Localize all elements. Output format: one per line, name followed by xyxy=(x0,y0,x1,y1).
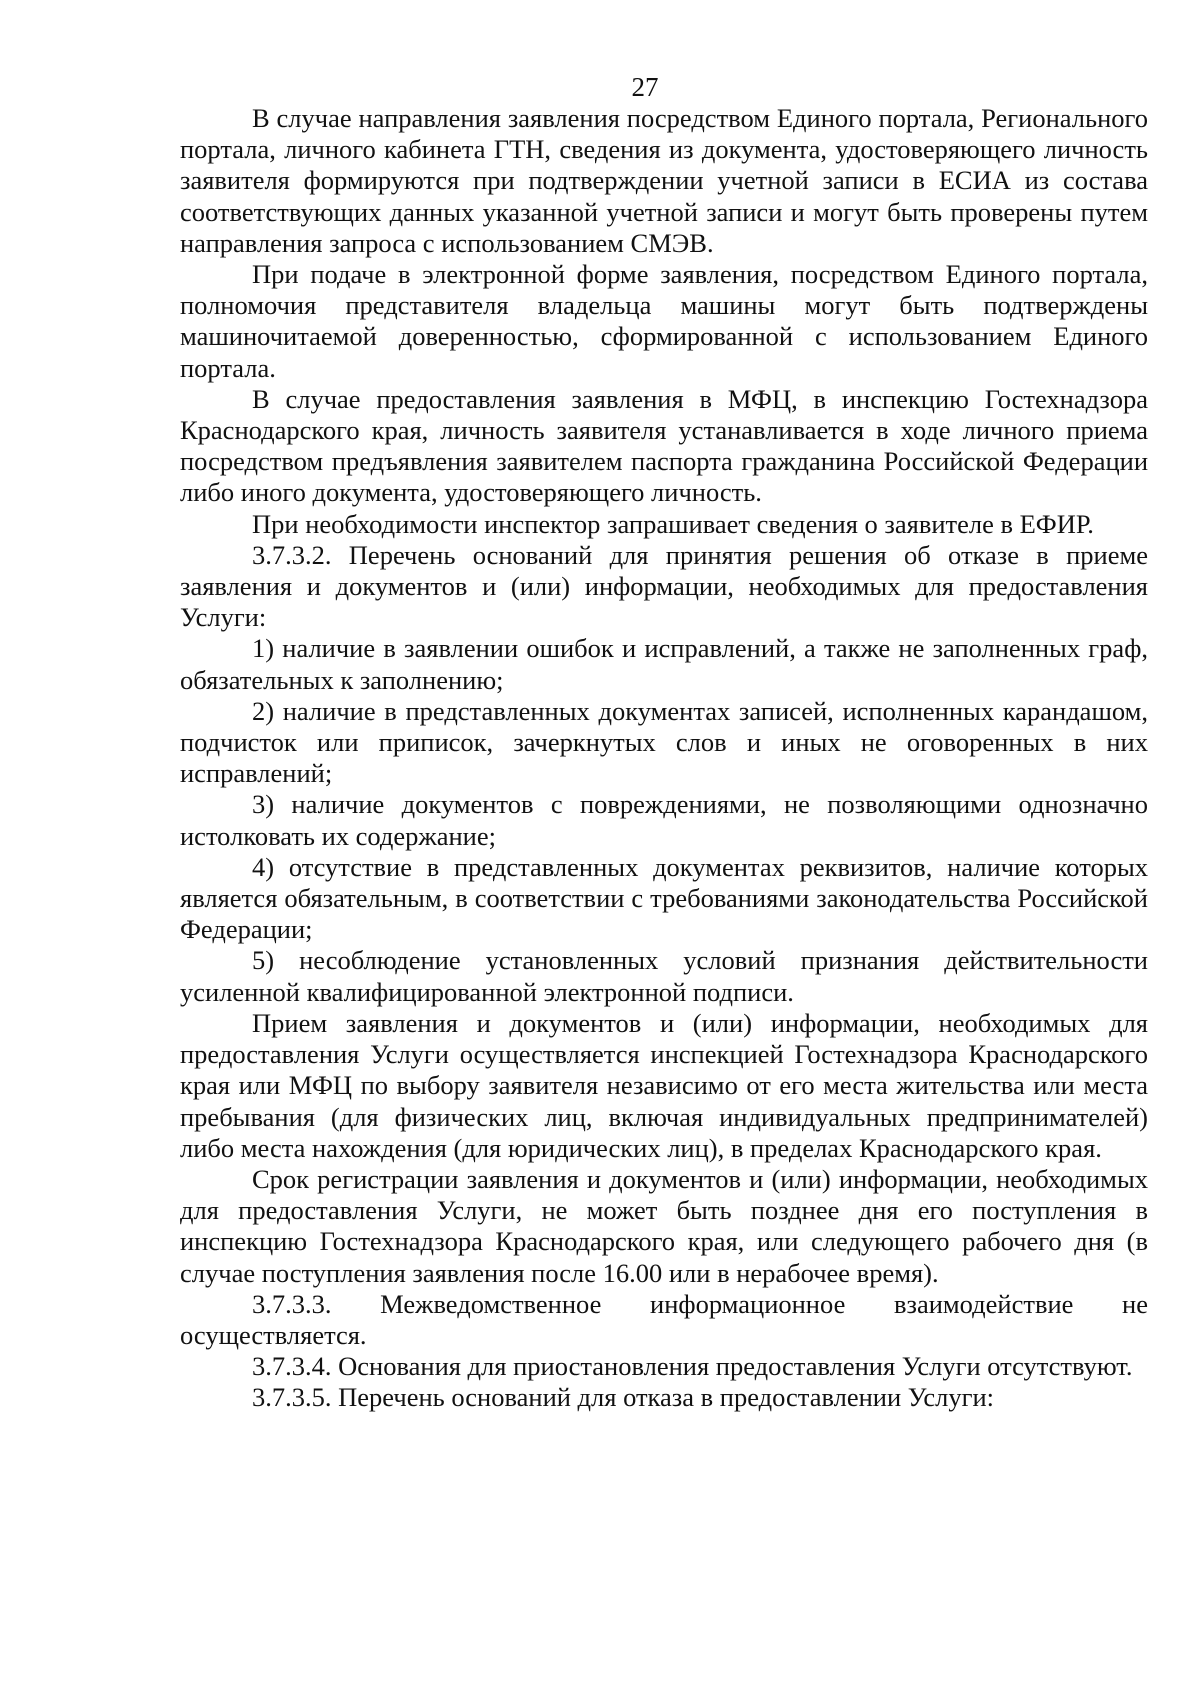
paragraph-efir-request: При необходимости инспектор запрашивает сведения о заявителе в ЕФИР. xyxy=(252,508,1094,539)
paragraph-section-3-7-3-2: 3.7.3.2. Перечень оснований для принятия решения об отказе в приеме заявления и документов и (или) информации, необходимых для предоставления Услуги: xyxy=(180,539,1148,633)
paragraph-section-3-7-3-3: 3.7.3.3. Межведомственное информационное взаимодействие не осуществляется. xyxy=(180,1288,1148,1350)
paragraph-registration-deadline: Срок регистрации заявления и документов и (или) информации, необходимых для предоставления Услуги, не может быть позднее дня его поступления в инспекцию Гостехнадзора Краснодарского края, или следующего рабочего дня (в случае поступления заявления после 16.00 или в нерабочее время). xyxy=(180,1163,1148,1288)
paragraph-identity-verification-mfc: В случае предоставления заявления в МФЦ, в инспекцию Гостехнадзора Краснодарского края, личность заявителя устанавливается в ходе личного приема посредством предъявления заявителем паспорта гражданина Российской Федерации либо иного документа, удостоверяющего личность. xyxy=(180,383,1148,508)
paragraph-identity-verification-portal: В случае направления заявления посредством Единого портала, Регионального портала, личного кабинета ГТН, сведения из документа, удостоверяющего личность заявителя формируются при подтверждении учетной записи в ЕСИА из состава соответствующих данных указанной учетной записи и могут быть проверены путем направления запроса с использованием СМЭВ. xyxy=(180,103,1148,258)
paragraph-section-3-7-3-4: 3.7.3.4. Основания для приостановления предоставления Услуги отсутствуют. xyxy=(252,1351,1133,1382)
paragraph-section-3-7-3-5: 3.7.3.5. Перечень оснований для отказа в предоставлении Услуги: xyxy=(252,1382,994,1413)
document-body xyxy=(180,103,1148,1414)
list-item-refusal-reason-2: 2) наличие в представленных документах записей, исполненных карандашом, подчисток или приписок, зачеркнутых слов и иных не оговоренных в них исправлений; xyxy=(180,695,1148,789)
page-number: 27 xyxy=(631,72,659,102)
paragraph-application-acceptance: Прием заявления и документов и (или) информации, необходимых для предоставления Услуги осуществляется инспекцией Гостехнадзора Краснодарского края или МФЦ по выбору заявителя независимо от его места жительства или места пребывания (для физических лиц, включая индивидуальных предпринимателей) либо места нахождения (для юридических лиц), в пределах Краснодарского края. xyxy=(180,1007,1148,1163)
paragraph-representative-authority: При подаче в электронной форме заявления, посредством Единого портала, полномочия представителя владельца машины могут быть подтверждены машиночитаемой доверенностью, сформированной с использованием Единого портала. xyxy=(180,259,1148,383)
list-item-refusal-reason-5: 5) несоблюдение установленных условий признания действительности усиленной квалифицированной электронной подписи. xyxy=(180,945,1148,1007)
list-item-refusal-reason-4: 4) отсутствие в представленных документах реквизитов, наличие которых является обязательным, в соответствии с требованиями законодательства Российской Федерации; xyxy=(180,851,1148,945)
list-item-refusal-reason-1: 1) наличие в заявлении ошибок и исправлений, а также не заполненных граф, обязательных к заполнению; xyxy=(180,633,1148,695)
list-item-refusal-reason-3: 3) наличие документов с повреждениями, не позволяющими однозначно истолковать их содержание; xyxy=(180,789,1148,851)
